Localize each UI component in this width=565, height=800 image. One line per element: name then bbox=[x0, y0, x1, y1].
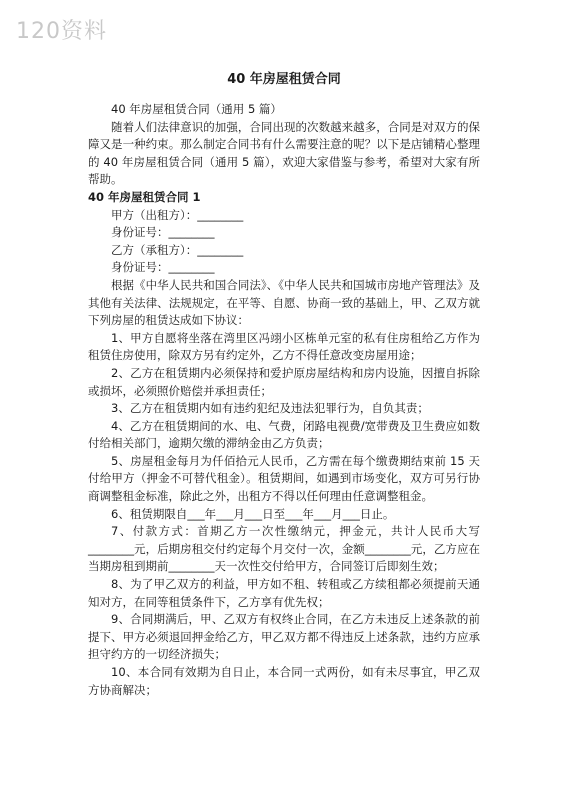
paragraph: 随着人们法律意识的加强，合同出现的次数越来越多，合同是对双方的保障又是一种约束。那么制定合同书有什么需要注意的呢？以下是店铺精心整理的 40 年房屋租赁合同（通用 5 篇），欢迎大家借鉴与参考，希望对大家有所帮助。 bbox=[88, 119, 480, 187]
paragraph: 3、乙方在租赁期内如有违约犯纪及违法犯罪行为，自负其责； bbox=[111, 401, 429, 416]
paragraph: 7、付款方式：首期乙方一次性缴纳元，押金元，共计人民币大写________元，后期房租交付约定每个月交付一次，金额________元，乙方应在当期房租到期前________天一次性交付给甲方，合同签订后即刻生效； bbox=[88, 524, 480, 574]
paragraph: 40 年房屋租赁合同（通用 5 篇） bbox=[111, 102, 282, 116]
section-heading: 40 年房屋租赁合同 1 bbox=[88, 189, 201, 204]
paragraph: 10、本合同有效期为自日止，本合同一式两份，如有未尽事宜，甲乙双方协商解决； bbox=[88, 665, 480, 697]
paragraph: 5、房屋租金每月为仟佰拾元人民币，乙方需在每个缴费期结束前 15 天付给甲方（押金不可替代租金）。租赁期间，如遇到市场变化，双方可另行协商调整租金标准，除此之外，出租方不得以任何理由任意调整租金。 bbox=[88, 453, 480, 504]
paragraph: 8、为了甲乙双方的利益，甲方如不租、转租或乙方续租都必须提前天通知对方，在同等租赁条件下，乙方享有优先权； bbox=[88, 577, 480, 609]
paragraph: 身份证号：________ bbox=[111, 260, 215, 275]
paragraph: 身份证号：________ bbox=[111, 225, 215, 240]
paragraph: 甲方（出租方）：________ bbox=[111, 207, 244, 222]
paragraph: 1、甲方自愿将坐落在湾里区冯翊小区栋单元室的私有住房租给乙方作为租赁住房使用，除双方另有约定外，乙方不得任意改变房屋用途； bbox=[88, 330, 480, 363]
paragraph: 2、乙方在租赁期内必须保持和爱护原房屋结构和房内设施，因擅自拆除或损坏，必须照价赔偿并承担责任； bbox=[88, 365, 480, 398]
watermark-logo: 120资料 bbox=[16, 19, 107, 44]
document-body bbox=[88, 101, 480, 699]
paragraph: 4、乙方在租赁期间的水、电、气费，闭路电视费/宽带费及卫生费应如数付给相关部门，逾期欠缴的滞纳金由乙方负责； bbox=[88, 418, 480, 451]
paragraph: 9、合同期满后，甲、乙双方有权终止合同，在乙方未违反上述条款的前提下、甲方必须退回押金给乙方，甲乙双方都不得违反上述条款，违约方应承担守约方的一切经济损失； bbox=[88, 612, 480, 662]
document-title: 40 年房屋租赁合同 bbox=[227, 72, 341, 87]
paragraph: 根据《中华人民共和国合同法》、《中华人民共和国城市房地产管理法》及其他有关法律、法规规定，在平等、自愿、协商一致的基础上，甲、乙双方就下列房屋的租赁达成如下协议： bbox=[88, 277, 480, 328]
paragraph: 6、租赁期限自___年___月___日至___年___月___日止。 bbox=[111, 506, 395, 521]
paragraph: 乙方（承租方）：________ bbox=[111, 242, 244, 257]
